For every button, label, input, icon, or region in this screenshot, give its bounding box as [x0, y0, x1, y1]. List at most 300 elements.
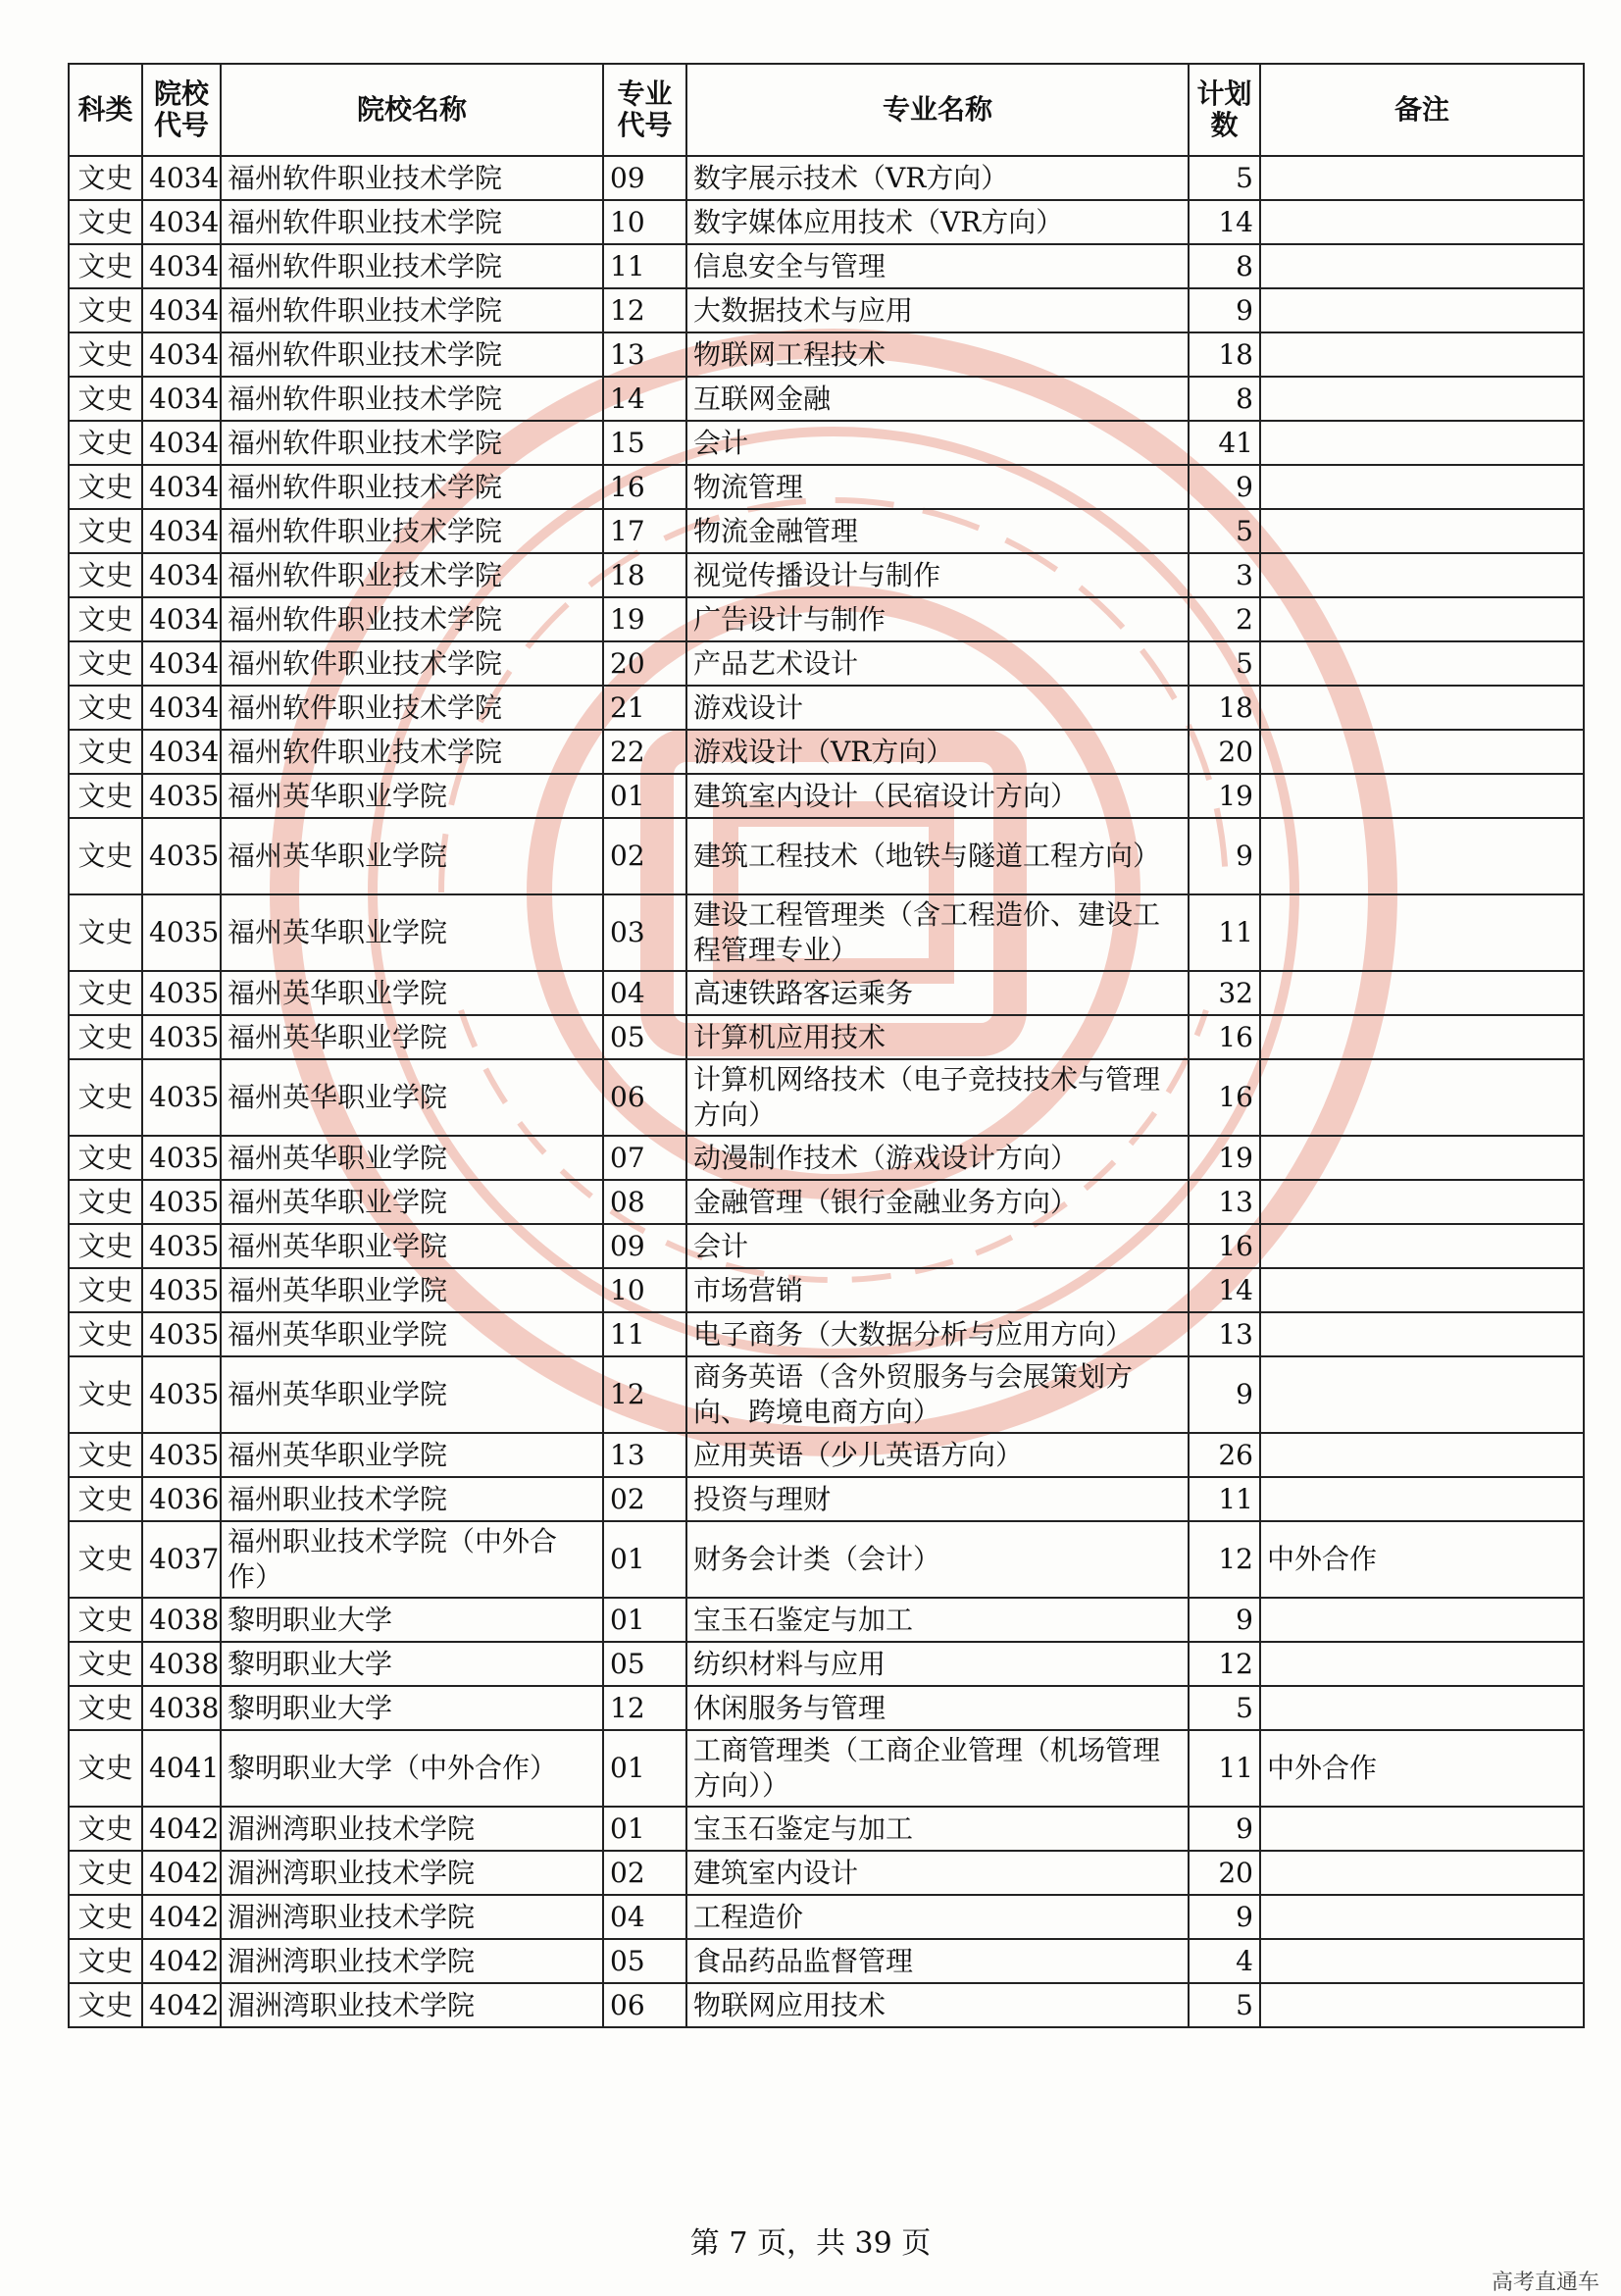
- cell-type: 文史: [69, 377, 142, 421]
- cell-type: 文史: [69, 1642, 142, 1686]
- col-header-school-name: 院校名称: [221, 64, 603, 156]
- table-row: [69, 597, 1584, 641]
- cell-note: [1260, 1433, 1584, 1477]
- cell-school-name: 福州英华职业学院: [221, 1015, 603, 1059]
- cell-major-name: 物联网工程技术: [686, 332, 1189, 377]
- cell-type: 文史: [69, 1356, 142, 1433]
- cell-school-name: 福州软件职业技术学院: [221, 509, 603, 553]
- cell-major-code: 20: [603, 641, 686, 686]
- cell-school-name: 福州软件职业技术学院: [221, 156, 603, 200]
- cell-type: 文史: [69, 553, 142, 597]
- cell-school-code: 4038: [142, 1642, 221, 1686]
- cell-major-name: 物流金融管理: [686, 509, 1189, 553]
- cell-note: [1260, 465, 1584, 509]
- cell-major-name: 计算机网络技术（电子竞技技术与管理方向）: [686, 1059, 1189, 1136]
- table-row: [69, 971, 1584, 1015]
- cell-school-name: 福州软件职业技术学院: [221, 553, 603, 597]
- cell-plan: 5: [1189, 1983, 1260, 2027]
- cell-type: 文史: [69, 1598, 142, 1642]
- admission-plan-table: [68, 63, 1585, 2028]
- cell-plan: 8: [1189, 244, 1260, 288]
- cell-major-name: 建设工程管理类（含工程造价、建设工程管理专业）: [686, 894, 1189, 971]
- cell-note: [1260, 509, 1584, 553]
- cell-plan: 13: [1189, 1180, 1260, 1224]
- cell-school-code: 4034: [142, 465, 221, 509]
- cell-major-code: 12: [603, 288, 686, 332]
- cell-major-name: 视觉传播设计与制作: [686, 553, 1189, 597]
- cell-type: 文史: [69, 730, 142, 774]
- cell-note: [1260, 1059, 1584, 1136]
- cell-major-name: 工程造价: [686, 1895, 1189, 1939]
- cell-plan: 5: [1189, 641, 1260, 686]
- cell-plan: 14: [1189, 200, 1260, 244]
- cell-school-name: 湄洲湾职业技术学院: [221, 1983, 603, 2027]
- cell-school-name: 福州英华职业学院: [221, 1433, 603, 1477]
- cell-note: [1260, 1939, 1584, 1983]
- table-row: [69, 377, 1584, 421]
- cell-major-name: 食品药品监督管理: [686, 1939, 1189, 1983]
- cell-school-code: 4035: [142, 1268, 221, 1312]
- table-row: [69, 1356, 1584, 1433]
- cell-school-code: 4041: [142, 1730, 221, 1807]
- table-row: [69, 465, 1584, 509]
- cell-note: [1260, 1356, 1584, 1433]
- cell-plan: 5: [1189, 156, 1260, 200]
- cell-type: 文史: [69, 421, 142, 465]
- cell-major-code: 10: [603, 1268, 686, 1312]
- cell-note: [1260, 774, 1584, 818]
- cell-note: [1260, 200, 1584, 244]
- cell-school-code: 4034: [142, 686, 221, 730]
- cell-major-code: 08: [603, 1180, 686, 1224]
- cell-school-name: 福州英华职业学院: [221, 774, 603, 818]
- cell-major-code: 05: [603, 1015, 686, 1059]
- cell-major-code: 04: [603, 971, 686, 1015]
- cell-school-code: 4034: [142, 509, 221, 553]
- cell-plan: 9: [1189, 1807, 1260, 1851]
- table-row: [69, 421, 1584, 465]
- cell-plan: 41: [1189, 421, 1260, 465]
- table-row: [69, 1224, 1584, 1268]
- cell-major-code: 06: [603, 1983, 686, 2027]
- cell-major-name: 信息安全与管理: [686, 244, 1189, 288]
- cell-school-name: 福州软件职业技术学院: [221, 332, 603, 377]
- cell-plan: 20: [1189, 1851, 1260, 1895]
- table-row: [69, 1851, 1584, 1895]
- cell-type: 文史: [69, 894, 142, 971]
- cell-plan: 13: [1189, 1312, 1260, 1356]
- cell-type: 文史: [69, 509, 142, 553]
- cell-major-name: 投资与理财: [686, 1477, 1189, 1521]
- cell-school-name: 福州软件职业技术学院: [221, 288, 603, 332]
- cell-type: 文史: [69, 1521, 142, 1598]
- cell-major-code: 05: [603, 1939, 686, 1983]
- cell-major-name: 市场营销: [686, 1268, 1189, 1312]
- cell-school-name: 湄洲湾职业技术学院: [221, 1807, 603, 1851]
- cell-school-code: 4038: [142, 1598, 221, 1642]
- cell-plan: 12: [1189, 1642, 1260, 1686]
- cell-type: 文史: [69, 1136, 142, 1180]
- table-row: [69, 1268, 1584, 1312]
- cell-type: 文史: [69, 1807, 142, 1851]
- cell-major-code: 04: [603, 1895, 686, 1939]
- cell-type: 文史: [69, 1686, 142, 1730]
- cell-major-code: 14: [603, 377, 686, 421]
- cell-major-name: 建筑工程技术（地铁与隧道工程方向）: [686, 818, 1189, 894]
- cell-major-name: 建筑室内设计: [686, 1851, 1189, 1895]
- cell-school-code: 4042: [142, 1939, 221, 1983]
- cell-major-name: 电子商务（大数据分析与应用方向）: [686, 1312, 1189, 1356]
- table-row: [69, 1136, 1584, 1180]
- cell-school-name: 福州英华职业学院: [221, 1312, 603, 1356]
- cell-type: 文史: [69, 1433, 142, 1477]
- cell-plan: 9: [1189, 1356, 1260, 1433]
- table-body: [69, 156, 1584, 2027]
- cell-major-name: 会计: [686, 1224, 1189, 1268]
- cell-school-code: 4034: [142, 421, 221, 465]
- cell-plan: 9: [1189, 1895, 1260, 1939]
- cell-note: [1260, 597, 1584, 641]
- cell-school-code: 4038: [142, 1686, 221, 1730]
- cell-school-name: 福州软件职业技术学院: [221, 377, 603, 421]
- cell-plan: 20: [1189, 730, 1260, 774]
- cell-plan: 9: [1189, 288, 1260, 332]
- cell-school-name: 福州英华职业学院: [221, 971, 603, 1015]
- cell-type: 文史: [69, 774, 142, 818]
- cell-school-code: 4042: [142, 1895, 221, 1939]
- cell-school-name: 福州软件职业技术学院: [221, 421, 603, 465]
- table-row: [69, 1939, 1584, 1983]
- cell-major-name: 财务会计类（会计）: [686, 1521, 1189, 1598]
- cell-school-code: 4034: [142, 156, 221, 200]
- cell-school-code: 4042: [142, 1807, 221, 1851]
- cell-school-name: 湄洲湾职业技术学院: [221, 1895, 603, 1939]
- col-header-major-code: 专业代号: [603, 64, 686, 156]
- cell-school-code: 4034: [142, 641, 221, 686]
- cell-school-name: 福州英华职业学院: [221, 1059, 603, 1136]
- cell-major-name: 会计: [686, 421, 1189, 465]
- cell-major-code: 07: [603, 1136, 686, 1180]
- cell-school-code: 4037: [142, 1521, 221, 1598]
- cell-major-code: 22: [603, 730, 686, 774]
- cell-school-name: 湄洲湾职业技术学院: [221, 1851, 603, 1895]
- cell-major-name: 商务英语（含外贸服务与会展策划方向、跨境电商方向）: [686, 1356, 1189, 1433]
- cell-school-code: 4035: [142, 818, 221, 894]
- cell-type: 文史: [69, 1895, 142, 1939]
- table-row: [69, 288, 1584, 332]
- cell-school-code: 4035: [142, 1433, 221, 1477]
- col-header-major-name: 专业名称: [686, 64, 1189, 156]
- cell-major-name: 大数据技术与应用: [686, 288, 1189, 332]
- cell-plan: 26: [1189, 1433, 1260, 1477]
- cell-school-name: 福州英华职业学院: [221, 1180, 603, 1224]
- cell-plan: 32: [1189, 971, 1260, 1015]
- cell-school-code: 4035: [142, 894, 221, 971]
- cell-school-code: 4034: [142, 730, 221, 774]
- cell-major-name: 高速铁路客运乘务: [686, 971, 1189, 1015]
- cell-school-name: 福州软件职业技术学院: [221, 641, 603, 686]
- cell-school-code: 4034: [142, 553, 221, 597]
- cell-type: 文史: [69, 1059, 142, 1136]
- table-row: [69, 1895, 1584, 1939]
- cell-note: [1260, 894, 1584, 971]
- cell-type: 文史: [69, 1983, 142, 2027]
- cell-school-code: 4034: [142, 244, 221, 288]
- cell-note: [1260, 377, 1584, 421]
- cell-plan: 9: [1189, 465, 1260, 509]
- cell-school-name: 福州英华职业学院: [221, 1356, 603, 1433]
- cell-type: 文史: [69, 971, 142, 1015]
- table-row: [69, 774, 1584, 818]
- cell-type: 文史: [69, 686, 142, 730]
- cell-school-code: 4035: [142, 1059, 221, 1136]
- cell-school-name: 福州软件职业技术学院: [221, 465, 603, 509]
- cell-school-code: 4035: [142, 1312, 221, 1356]
- cell-note: 中外合作: [1260, 1730, 1584, 1807]
- cell-note: [1260, 1642, 1584, 1686]
- cell-plan: 16: [1189, 1015, 1260, 1059]
- cell-type: 文史: [69, 156, 142, 200]
- cell-type: 文史: [69, 332, 142, 377]
- page-number: 第 7 页，共 39 页: [689, 2226, 932, 2261]
- cell-major-name: 物联网应用技术: [686, 1983, 1189, 2027]
- cell-school-name: 福州软件职业技术学院: [221, 686, 603, 730]
- cell-major-code: 12: [603, 1686, 686, 1730]
- cell-school-code: 4035: [142, 1224, 221, 1268]
- cell-school-code: 4042: [142, 1851, 221, 1895]
- cell-school-name: 福州软件职业技术学院: [221, 730, 603, 774]
- table-row: [69, 894, 1584, 971]
- cell-plan: 9: [1189, 1598, 1260, 1642]
- table-header-row: [69, 64, 1584, 156]
- cell-plan: 5: [1189, 509, 1260, 553]
- cell-note: [1260, 1895, 1584, 1939]
- cell-major-code: 11: [603, 1312, 686, 1356]
- cell-major-code: 06: [603, 1059, 686, 1136]
- cell-major-code: 01: [603, 1807, 686, 1851]
- cell-school-name: 福州英华职业学院: [221, 1224, 603, 1268]
- table-row: [69, 818, 1584, 894]
- cell-major-name: 宝玉石鉴定与加工: [686, 1598, 1189, 1642]
- cell-major-code: 18: [603, 553, 686, 597]
- cell-school-name: 福州职业技术学院（中外合作）: [221, 1521, 603, 1598]
- cell-plan: 11: [1189, 894, 1260, 971]
- cell-school-code: 4036: [142, 1477, 221, 1521]
- cell-major-code: 02: [603, 818, 686, 894]
- cell-type: 文史: [69, 1730, 142, 1807]
- cell-school-code: 4034: [142, 288, 221, 332]
- cell-school-code: 4034: [142, 597, 221, 641]
- cell-school-code: 4035: [142, 1136, 221, 1180]
- cell-note: [1260, 332, 1584, 377]
- cell-school-name: 黎明职业大学: [221, 1642, 603, 1686]
- cell-major-name: 数字展示技术（VR方向）: [686, 156, 1189, 200]
- cell-school-name: 黎明职业大学: [221, 1686, 603, 1730]
- cell-school-name: 黎明职业大学: [221, 1598, 603, 1642]
- cell-note: [1260, 1686, 1584, 1730]
- cell-school-code: 4042: [142, 1983, 221, 2027]
- cell-school-name: 福州英华职业学院: [221, 1268, 603, 1312]
- cell-type: 文史: [69, 288, 142, 332]
- cell-note: [1260, 730, 1584, 774]
- table-row: [69, 1433, 1584, 1477]
- cell-major-code: 05: [603, 1642, 686, 1686]
- cell-major-code: 11: [603, 244, 686, 288]
- cell-plan: 9: [1189, 818, 1260, 894]
- cell-major-name: 金融管理（银行金融业务方向）: [686, 1180, 1189, 1224]
- table-row: [69, 332, 1584, 377]
- cell-note: [1260, 686, 1584, 730]
- cell-plan: 3: [1189, 553, 1260, 597]
- cell-note: [1260, 971, 1584, 1015]
- table-row: [69, 1015, 1584, 1059]
- cell-plan: 16: [1189, 1224, 1260, 1268]
- table-row: [69, 1521, 1584, 1598]
- table-row: [69, 1598, 1584, 1642]
- cell-major-code: 01: [603, 1730, 686, 1807]
- table-row: [69, 1312, 1584, 1356]
- cell-school-name: 福州英华职业学院: [221, 1136, 603, 1180]
- cell-plan: 2: [1189, 597, 1260, 641]
- cell-major-name: 游戏设计（VR方向）: [686, 730, 1189, 774]
- cell-school-code: 4035: [142, 774, 221, 818]
- cell-note: [1260, 421, 1584, 465]
- cell-note: [1260, 1015, 1584, 1059]
- cell-plan: 8: [1189, 377, 1260, 421]
- cell-major-code: 21: [603, 686, 686, 730]
- cell-note: [1260, 641, 1584, 686]
- table-row: [69, 1730, 1584, 1807]
- cell-major-name: 动漫制作技术（游戏设计方向）: [686, 1136, 1189, 1180]
- cell-school-name: 黎明职业大学（中外合作）: [221, 1730, 603, 1807]
- cell-note: [1260, 1312, 1584, 1356]
- table-row: [69, 1180, 1584, 1224]
- cell-major-code: 01: [603, 774, 686, 818]
- cell-major-code: 15: [603, 421, 686, 465]
- table-row: [69, 509, 1584, 553]
- cell-note: [1260, 553, 1584, 597]
- table-row: [69, 1686, 1584, 1730]
- cell-note: [1260, 1598, 1584, 1642]
- cell-school-code: 4035: [142, 1180, 221, 1224]
- cell-type: 文史: [69, 1268, 142, 1312]
- cell-note: [1260, 1983, 1584, 2027]
- cell-major-code: 13: [603, 1433, 686, 1477]
- cell-note: [1260, 1224, 1584, 1268]
- cell-school-code: 4034: [142, 332, 221, 377]
- cell-type: 文史: [69, 200, 142, 244]
- cell-note: [1260, 1851, 1584, 1895]
- cell-type: 文史: [69, 818, 142, 894]
- table-row: [69, 200, 1584, 244]
- cell-major-name: 数字媒体应用技术（VR方向）: [686, 200, 1189, 244]
- cell-plan: 12: [1189, 1521, 1260, 1598]
- cell-school-code: 4034: [142, 200, 221, 244]
- cell-school-name: 福州软件职业技术学院: [221, 244, 603, 288]
- cell-major-code: 02: [603, 1477, 686, 1521]
- cell-plan: 5: [1189, 1686, 1260, 1730]
- cell-major-code: 01: [603, 1521, 686, 1598]
- cell-school-code: 4035: [142, 1356, 221, 1433]
- cell-plan: 4: [1189, 1939, 1260, 1983]
- cell-major-name: 应用英语（少儿英语方向）: [686, 1433, 1189, 1477]
- cell-major-name: 游戏设计: [686, 686, 1189, 730]
- cell-type: 文史: [69, 1224, 142, 1268]
- cell-note: [1260, 1180, 1584, 1224]
- cell-type: 文史: [69, 1477, 142, 1521]
- cell-school-name: 福州英华职业学院: [221, 818, 603, 894]
- cell-major-name: 建筑室内设计（民宿设计方向）: [686, 774, 1189, 818]
- cell-major-code: 03: [603, 894, 686, 971]
- table-row: [69, 1477, 1584, 1521]
- table-row: [69, 730, 1584, 774]
- cell-school-name: 福州软件职业技术学院: [221, 597, 603, 641]
- cell-plan: 16: [1189, 1059, 1260, 1136]
- table-row: [69, 686, 1584, 730]
- cell-type: 文史: [69, 465, 142, 509]
- cell-note: 中外合作: [1260, 1521, 1584, 1598]
- cell-major-code: 17: [603, 509, 686, 553]
- cell-note: [1260, 1477, 1584, 1521]
- brand-watermark: 高考直通车: [1491, 2270, 1599, 2295]
- cell-type: 文史: [69, 597, 142, 641]
- col-header-note: 备注: [1260, 64, 1584, 156]
- cell-note: [1260, 244, 1584, 288]
- table-row: [69, 1807, 1584, 1851]
- cell-plan: 18: [1189, 686, 1260, 730]
- cell-school-name: 福州职业技术学院: [221, 1477, 603, 1521]
- cell-major-name: 纺织材料与应用: [686, 1642, 1189, 1686]
- table-row: [69, 1059, 1584, 1136]
- cell-major-name: 宝玉石鉴定与加工: [686, 1807, 1189, 1851]
- cell-major-name: 物流管理: [686, 465, 1189, 509]
- cell-note: [1260, 1268, 1584, 1312]
- cell-major-code: 10: [603, 200, 686, 244]
- cell-major-code: 12: [603, 1356, 686, 1433]
- cell-plan: 18: [1189, 332, 1260, 377]
- cell-note: [1260, 1136, 1584, 1180]
- cell-major-name: 广告设计与制作: [686, 597, 1189, 641]
- cell-school-code: 4035: [142, 1015, 221, 1059]
- table-row: [69, 156, 1584, 200]
- cell-major-code: 19: [603, 597, 686, 641]
- cell-note: [1260, 288, 1584, 332]
- cell-major-code: 13: [603, 332, 686, 377]
- cell-type: 文史: [69, 244, 142, 288]
- cell-major-code: 09: [603, 156, 686, 200]
- cell-major-name: 计算机应用技术: [686, 1015, 1189, 1059]
- cell-major-name: 互联网金融: [686, 377, 1189, 421]
- cell-type: 文史: [69, 1851, 142, 1895]
- cell-major-code: 02: [603, 1851, 686, 1895]
- cell-major-code: 16: [603, 465, 686, 509]
- cell-plan: 14: [1189, 1268, 1260, 1312]
- table-row: [69, 1642, 1584, 1686]
- cell-type: 文史: [69, 1312, 142, 1356]
- cell-plan: 11: [1189, 1477, 1260, 1521]
- cell-school-code: 4034: [142, 377, 221, 421]
- cell-plan: 11: [1189, 1730, 1260, 1807]
- cell-major-name: 产品艺术设计: [686, 641, 1189, 686]
- cell-school-name: 福州软件职业技术学院: [221, 200, 603, 244]
- col-header-school-code: 院校代号: [142, 64, 221, 156]
- cell-school-code: 4035: [142, 971, 221, 1015]
- table-row: [69, 244, 1584, 288]
- cell-type: 文史: [69, 1180, 142, 1224]
- cell-school-name: 福州英华职业学院: [221, 894, 603, 971]
- table-row: [69, 1983, 1584, 2027]
- cell-plan: 19: [1189, 774, 1260, 818]
